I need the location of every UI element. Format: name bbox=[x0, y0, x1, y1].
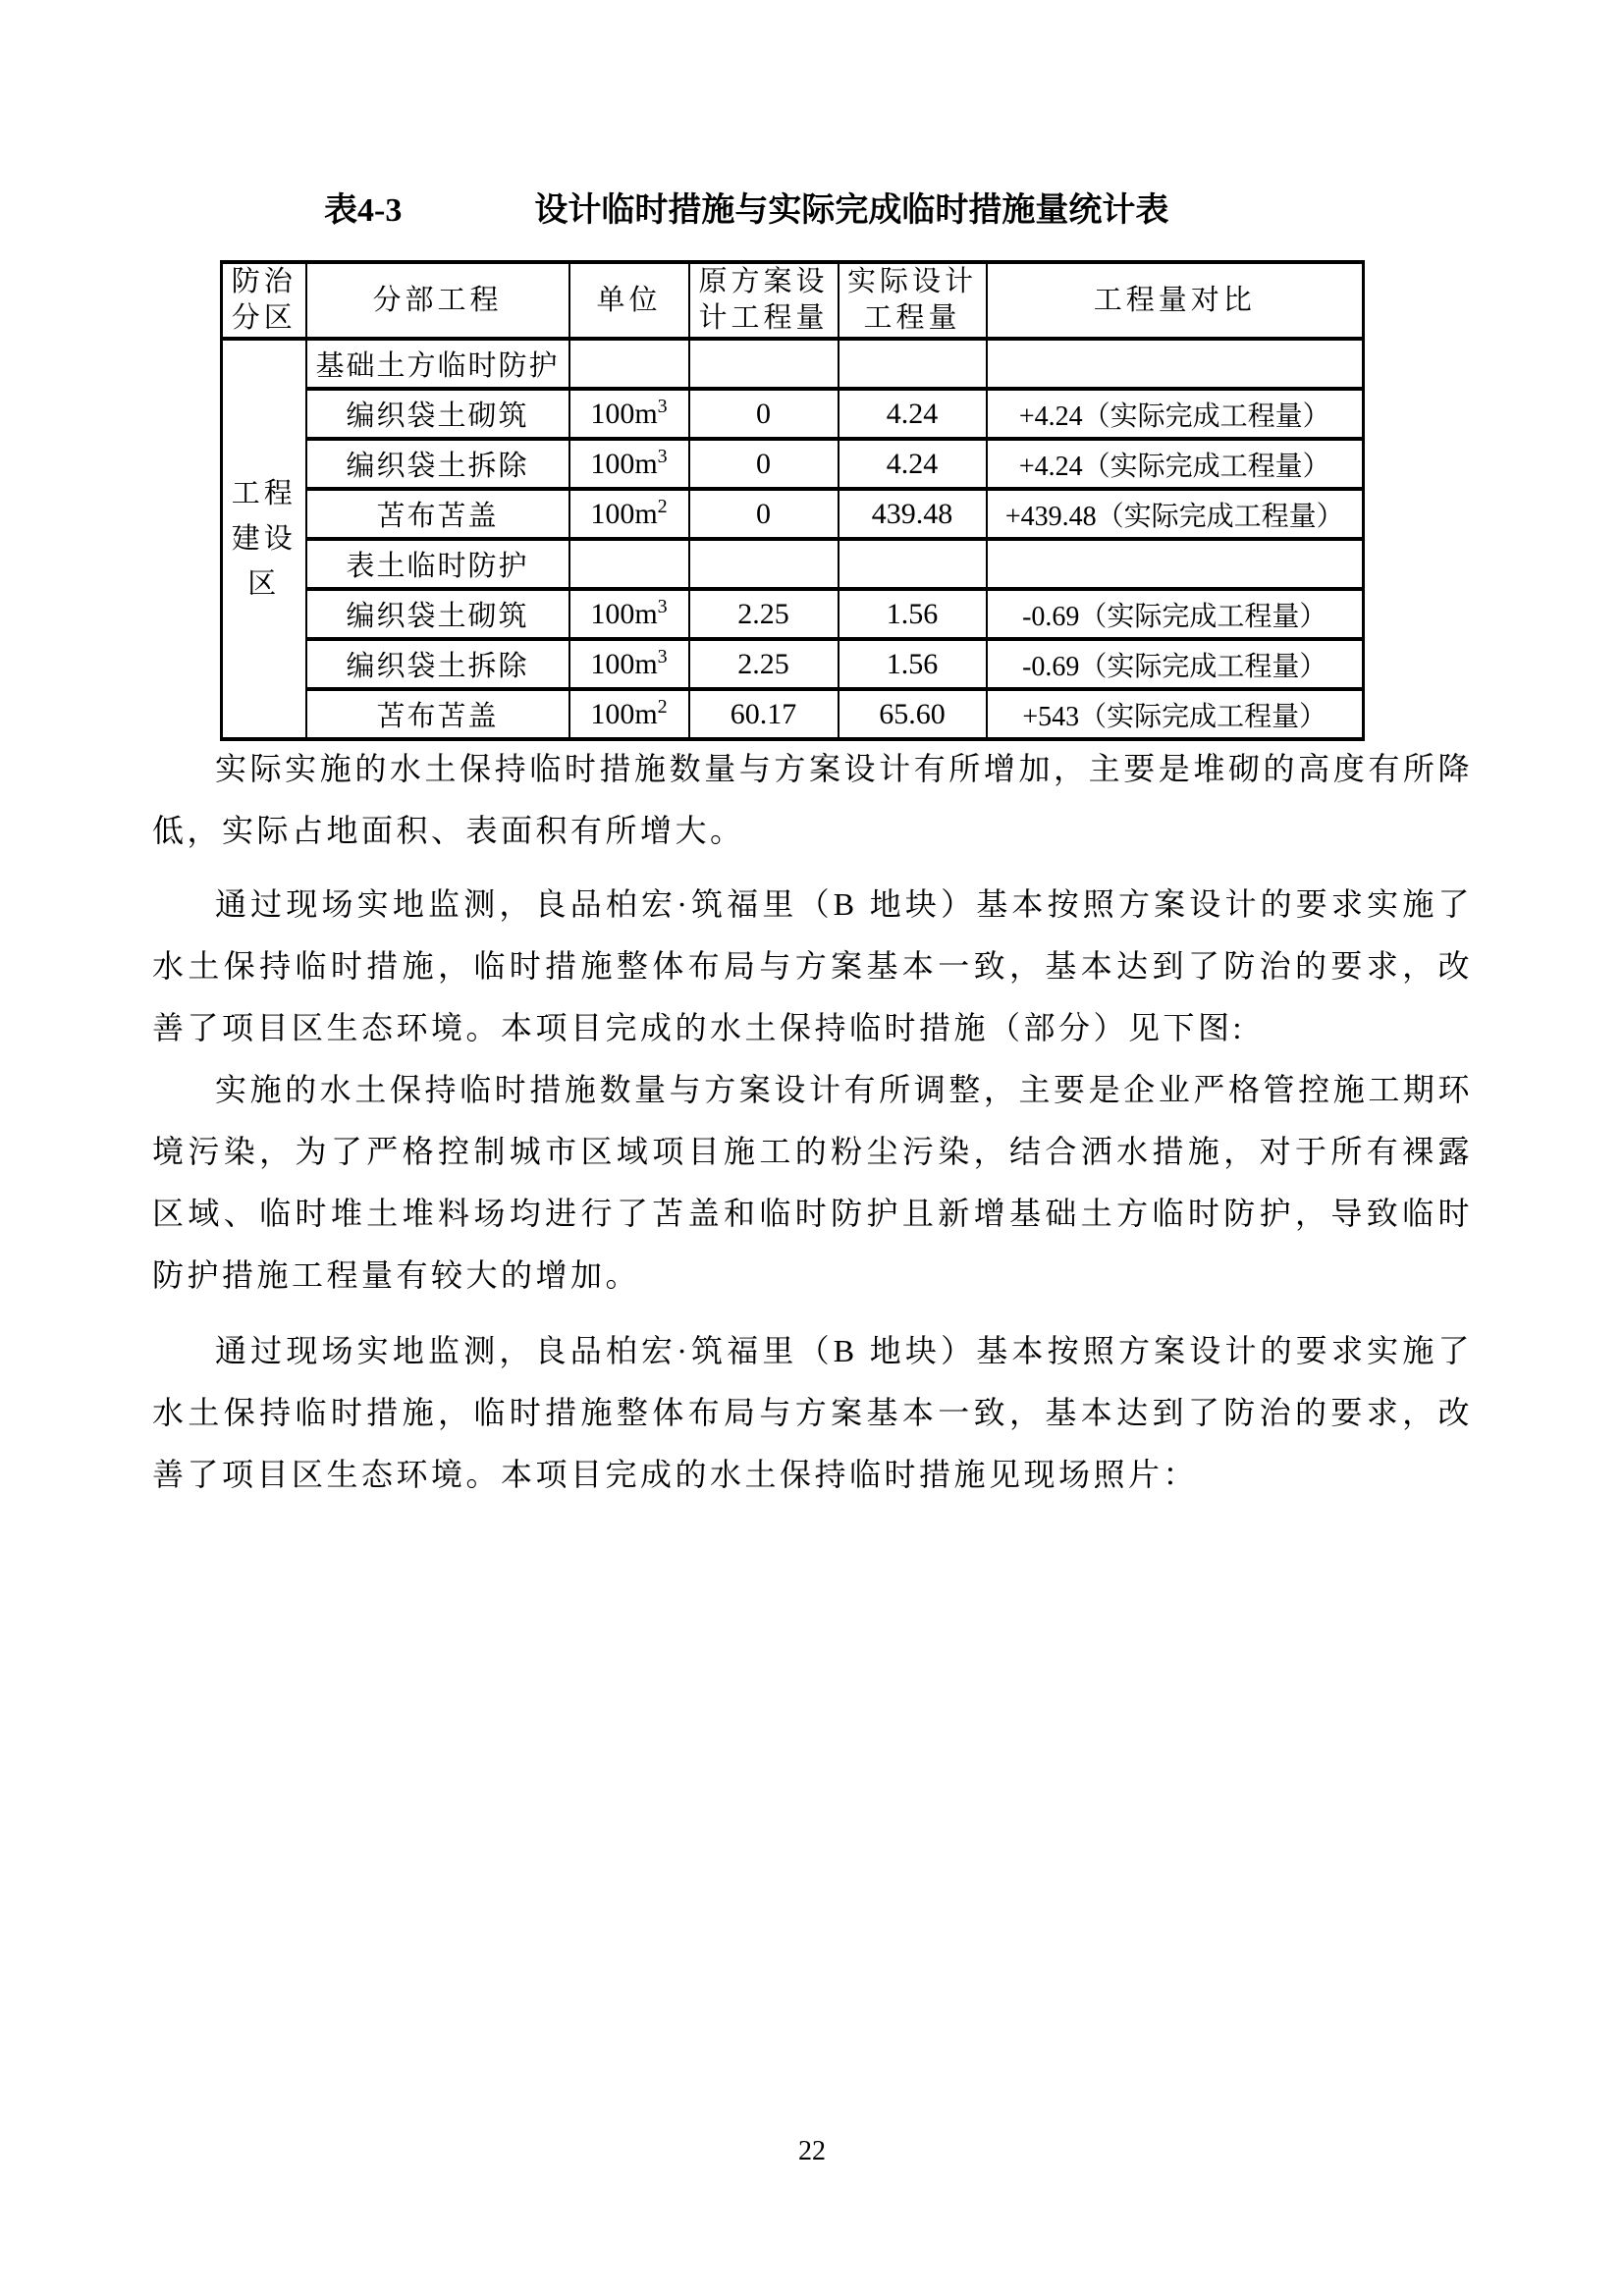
cell-compare: +543（实际完成工程量） bbox=[987, 689, 1364, 739]
cell-unit bbox=[569, 539, 689, 589]
cell-planned: 2.25 bbox=[689, 589, 839, 639]
unit-exponent: 2 bbox=[657, 695, 668, 718]
cell-unit bbox=[569, 689, 689, 739]
cell-actual: 4.24 bbox=[839, 439, 987, 489]
cell-unit bbox=[569, 439, 689, 489]
table-row bbox=[222, 539, 1364, 589]
cell-actual: 1.56 bbox=[839, 589, 987, 639]
cell-compare bbox=[987, 539, 1364, 589]
unit-base: 100m bbox=[590, 597, 658, 630]
cell-works-name: 编织袋土砌筑 bbox=[306, 389, 569, 439]
cell-actual: 65.60 bbox=[839, 689, 987, 739]
cell-actual bbox=[839, 339, 987, 389]
cell-planned bbox=[689, 539, 839, 589]
unit-exponent: 3 bbox=[657, 445, 668, 467]
table-row bbox=[222, 639, 1364, 689]
unit-exponent: 3 bbox=[657, 645, 668, 667]
paragraph-4: 通过现场实地监测，良品柏宏·筑福里（B 地块）基本按照方案设计的要求实施了水土保持临时措施，临时措施整体布局与方案基本一致，基本达到了防治的要求，改善了项目区生态环境。本项目完成的水土保持临时措施见现场照片： bbox=[152, 1333, 1473, 1492]
unit-exponent: 3 bbox=[657, 595, 668, 617]
cell-unit bbox=[569, 589, 689, 639]
cell-unit bbox=[569, 489, 689, 539]
cell-works-name: 编织袋土拆除 bbox=[306, 639, 569, 689]
table-row bbox=[222, 489, 1364, 539]
cell-compare: -0.69（实际完成工程量） bbox=[987, 639, 1364, 689]
unit-exponent: 2 bbox=[657, 495, 668, 517]
table-caption-label: 表4-3 bbox=[324, 192, 403, 229]
cell-planned: 0 bbox=[689, 489, 839, 539]
table-caption-title: 设计临时措施与实际完成临时措施量统计表 bbox=[534, 192, 1169, 229]
body-text bbox=[152, 738, 1473, 1506]
cell-planned: 0 bbox=[689, 439, 839, 489]
table-header-row bbox=[222, 262, 1364, 339]
table-row bbox=[222, 439, 1364, 489]
cell-compare: +4.24（实际完成工程量） bbox=[987, 439, 1364, 489]
cell-works-name: 编织袋土拆除 bbox=[306, 439, 569, 489]
cell-works-name: 基础土方临时防护 bbox=[306, 339, 569, 389]
paragraph-3: 实施的水土保持临时措施数量与方案设计有所调整，主要是企业严格管控施工期环境污染，为了严格控制城市区域项目施工的粉尘污染，结合洒水措施，对于所有裸露区域、临时堆土堆料场均进行了苫盖和临时防护且新增基础土方临时防护，导致临时防护措施工程量有较大的增加。 bbox=[152, 1072, 1473, 1293]
unit-exponent: 3 bbox=[657, 395, 668, 417]
header-cell-compare: 工程量对比 bbox=[987, 262, 1364, 339]
cell-actual bbox=[839, 539, 987, 589]
cell-actual: 439.48 bbox=[839, 489, 987, 539]
page-number: 22 bbox=[798, 2136, 826, 2166]
cell-planned bbox=[689, 339, 839, 389]
region-cell: 工程建设区 bbox=[222, 339, 306, 739]
cell-works-name: 苫布苫盖 bbox=[306, 689, 569, 739]
unit-base: 100m bbox=[590, 397, 658, 430]
cell-works-name: 苫布苫盖 bbox=[306, 489, 569, 539]
cell-works-name: 编织袋土砌筑 bbox=[306, 589, 569, 639]
header-cell-planned: 原方案设计工程量 bbox=[689, 262, 839, 339]
header-cell-actual: 实际设计工程量 bbox=[839, 262, 987, 339]
cell-unit bbox=[569, 389, 689, 439]
table-row bbox=[222, 589, 1364, 639]
unit-base: 100m bbox=[590, 647, 658, 680]
cell-unit bbox=[569, 639, 689, 689]
cell-compare: +439.48（实际完成工程量） bbox=[987, 489, 1364, 539]
table-row bbox=[222, 689, 1364, 739]
header-cell-unit: 单位 bbox=[569, 262, 689, 339]
cell-unit bbox=[569, 339, 689, 389]
table-row bbox=[222, 389, 1364, 439]
cell-compare: -0.69（实际完成工程量） bbox=[987, 589, 1364, 639]
unit-base: 100m bbox=[590, 497, 658, 530]
paragraph-1: 实际实施的水土保持临时措施数量与方案设计有所增加，主要是堆砌的高度有所降低，实际占地面积、表面积有所增大。 bbox=[152, 751, 1473, 848]
cell-compare: +4.24（实际完成工程量） bbox=[987, 389, 1364, 439]
cell-planned: 2.25 bbox=[689, 639, 839, 689]
cell-compare bbox=[987, 339, 1364, 389]
table-caption bbox=[324, 187, 1168, 236]
unit-base: 100m bbox=[590, 697, 658, 730]
unit-base: 100m bbox=[590, 447, 658, 480]
cell-actual: 1.56 bbox=[839, 639, 987, 689]
cell-actual: 4.24 bbox=[839, 389, 987, 439]
header-cell-works: 分部工程 bbox=[306, 262, 569, 339]
paragraph-2: 通过现场实地监测，良品柏宏·筑福里（B 地块）基本按照方案设计的要求实施了水土保持临时措施，临时措施整体布局与方案基本一致，基本达到了防治的要求，改善了项目区生态环境。本项目完成的水土保持临时措施（部分）见下图: bbox=[152, 886, 1473, 1045]
cell-works-name: 表土临时防护 bbox=[306, 539, 569, 589]
measures-table bbox=[220, 260, 1365, 741]
cell-planned: 60.17 bbox=[689, 689, 839, 739]
cell-planned: 0 bbox=[689, 389, 839, 439]
header-cell-zone: 防治分区 bbox=[222, 262, 306, 339]
table-row bbox=[222, 339, 1364, 389]
